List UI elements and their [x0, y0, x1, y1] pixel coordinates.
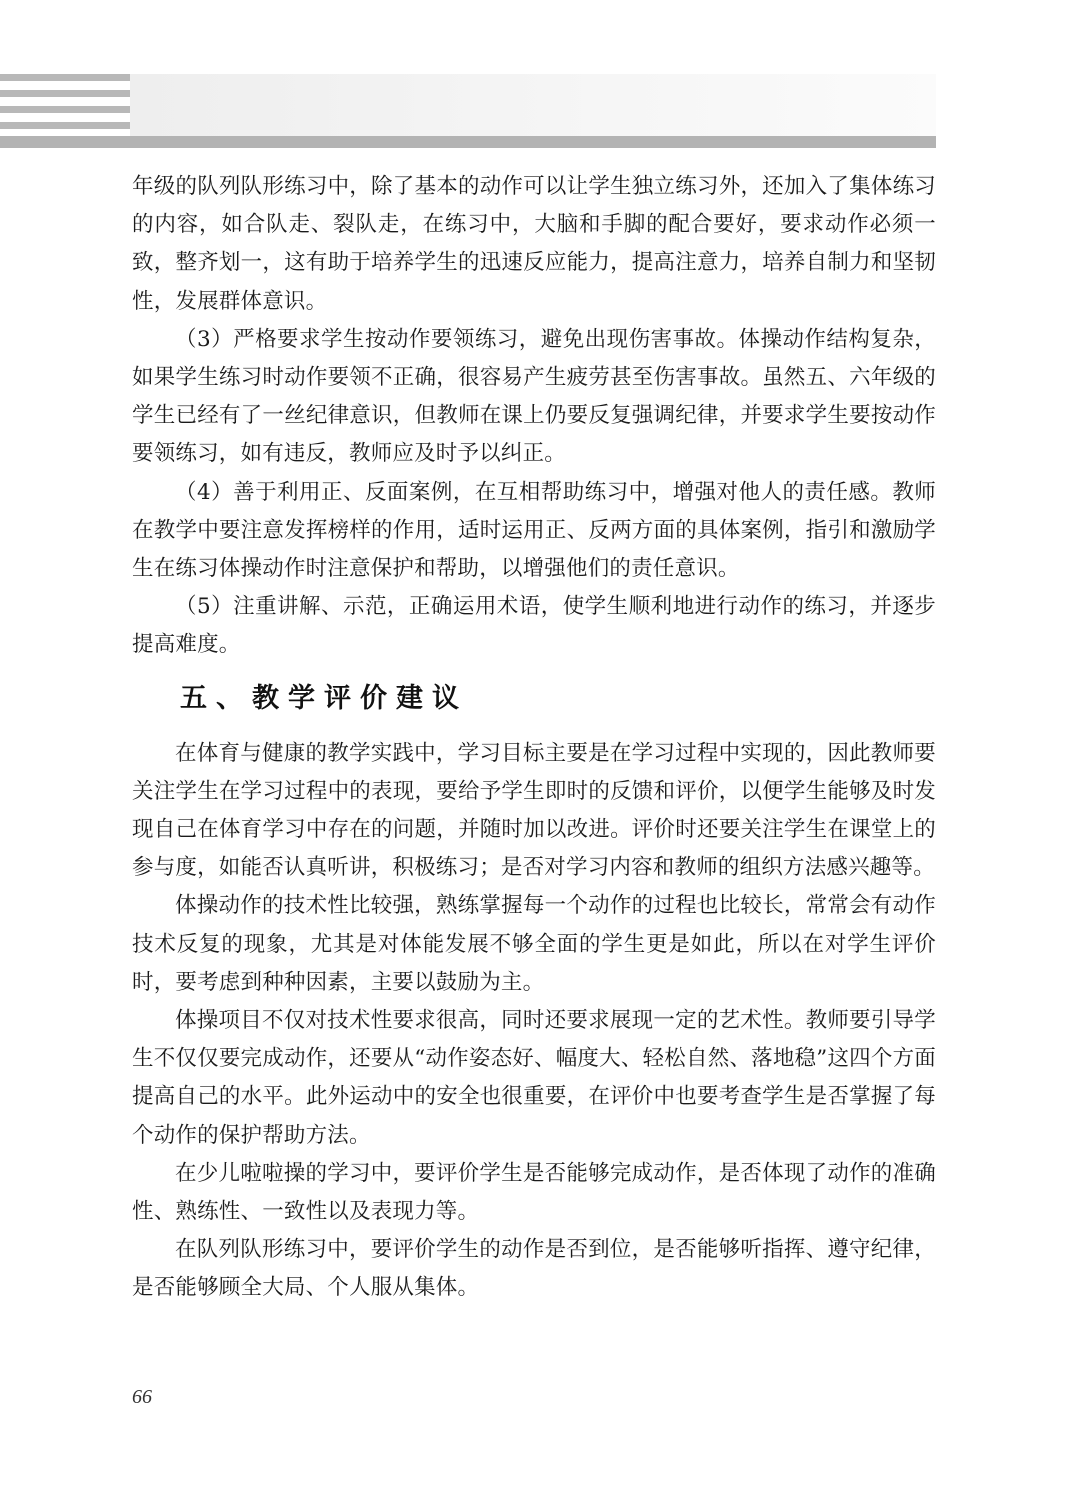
section-paragraph: 在少儿啦啦操的学习中，要评价学生是否能够完成动作，是否体现了动作的准确性、熟练性、一致性以及表现力等。: [132, 1160, 936, 1225]
paragraph-item-4: （4）善于利用正、反面案例，在互相帮助练习中，增强对他人的责任感。教师在教学中要注意发挥榜样的作用，适时运用正、反两方面的具体案例，指引和激励学生在练习体操动作时注意保护和帮助，以增强他们的责任意识。: [132, 479, 936, 582]
header-stripe-4: [0, 122, 130, 129]
section-paragraph: 在体育与健康的教学实践中，学习目标主要是在学习过程中实现的，因此教师要关注学生在学习过程中的表现，要给予学生即时的反馈和评价，以便学生能够及时发现自己在体育学习中存在的问题，并随时加以改进。评价时还要关注学生在课堂上的参与度，如能否认真听讲，积极练习；是否对学习内容和教师的组织方法感兴趣等。: [132, 740, 936, 881]
header-rule-bar: [0, 136, 936, 148]
paragraph-continued: 年级的队列队形练习中，除了基本的动作可以让学生独立练习外，还加入了集体练习的内容，如合队走、裂队走，在练习中，大脑和手脚的配合要好，要求动作必须一致，整齐划一，这有助于培养学生的迅速反应能力，提高注意力，培养自制力和坚韧性，发展群体意识。: [132, 174, 936, 314]
section-paragraph: 在队列队形练习中，要评价学生的动作是否到位，是否能够听指挥、遵守纪律，是否能够顾全大局、个人服从集体。: [132, 1237, 936, 1301]
paragraph-item-3: （3）严格要求学生按动作要领练习，避免出现伤害事故。体操动作结构复杂，如果学生练习时动作要领不正确，很容易产生疲劳甚至伤害事故。虽然五、六年级的学生已经有了一丝纪律意识，但教师在课上仍要反复强调纪律，并要求学生要按动作要领练习，如有违反，教师应及时予以纠正。: [132, 326, 936, 467]
section-heading: 五、教学评价建议: [180, 682, 468, 714]
page-number: 66: [132, 1386, 152, 1408]
header-shade-band: [130, 74, 936, 136]
page-header-decoration: [0, 0, 1065, 150]
header-stripe-3: [0, 106, 130, 113]
section-paragraph: 体操项目不仅对技术性要求很高，同时还要求展现一定的艺术性。教师要引导学生不仅仅要完成动作，还要从“动作姿态好、幅度大、轻松自然、落地稳”这四个方面提高自己的水平。此外运动中的安全也很重要，在评价中也要考查学生是否掌握了每个动作的保护帮助方法。: [132, 1008, 936, 1148]
header-stripe-1: [0, 74, 130, 81]
page-body: [132, 168, 936, 1308]
header-stripe-2: [0, 90, 130, 97]
paragraph-item-5: （5）注重讲解、示范，正确运用术语，使学生顺利地进行动作的练习，并逐步提高难度。: [132, 594, 936, 658]
section-paragraph: 体操动作的技术性比较强，熟练掌握每一个动作的过程也比较长，常常会有动作技术反复的现象，尤其是对体能发展不够全面的学生更是如此，所以在对学生评价时，要考虑到种种因素，主要以鼓励为主。: [132, 893, 936, 995]
